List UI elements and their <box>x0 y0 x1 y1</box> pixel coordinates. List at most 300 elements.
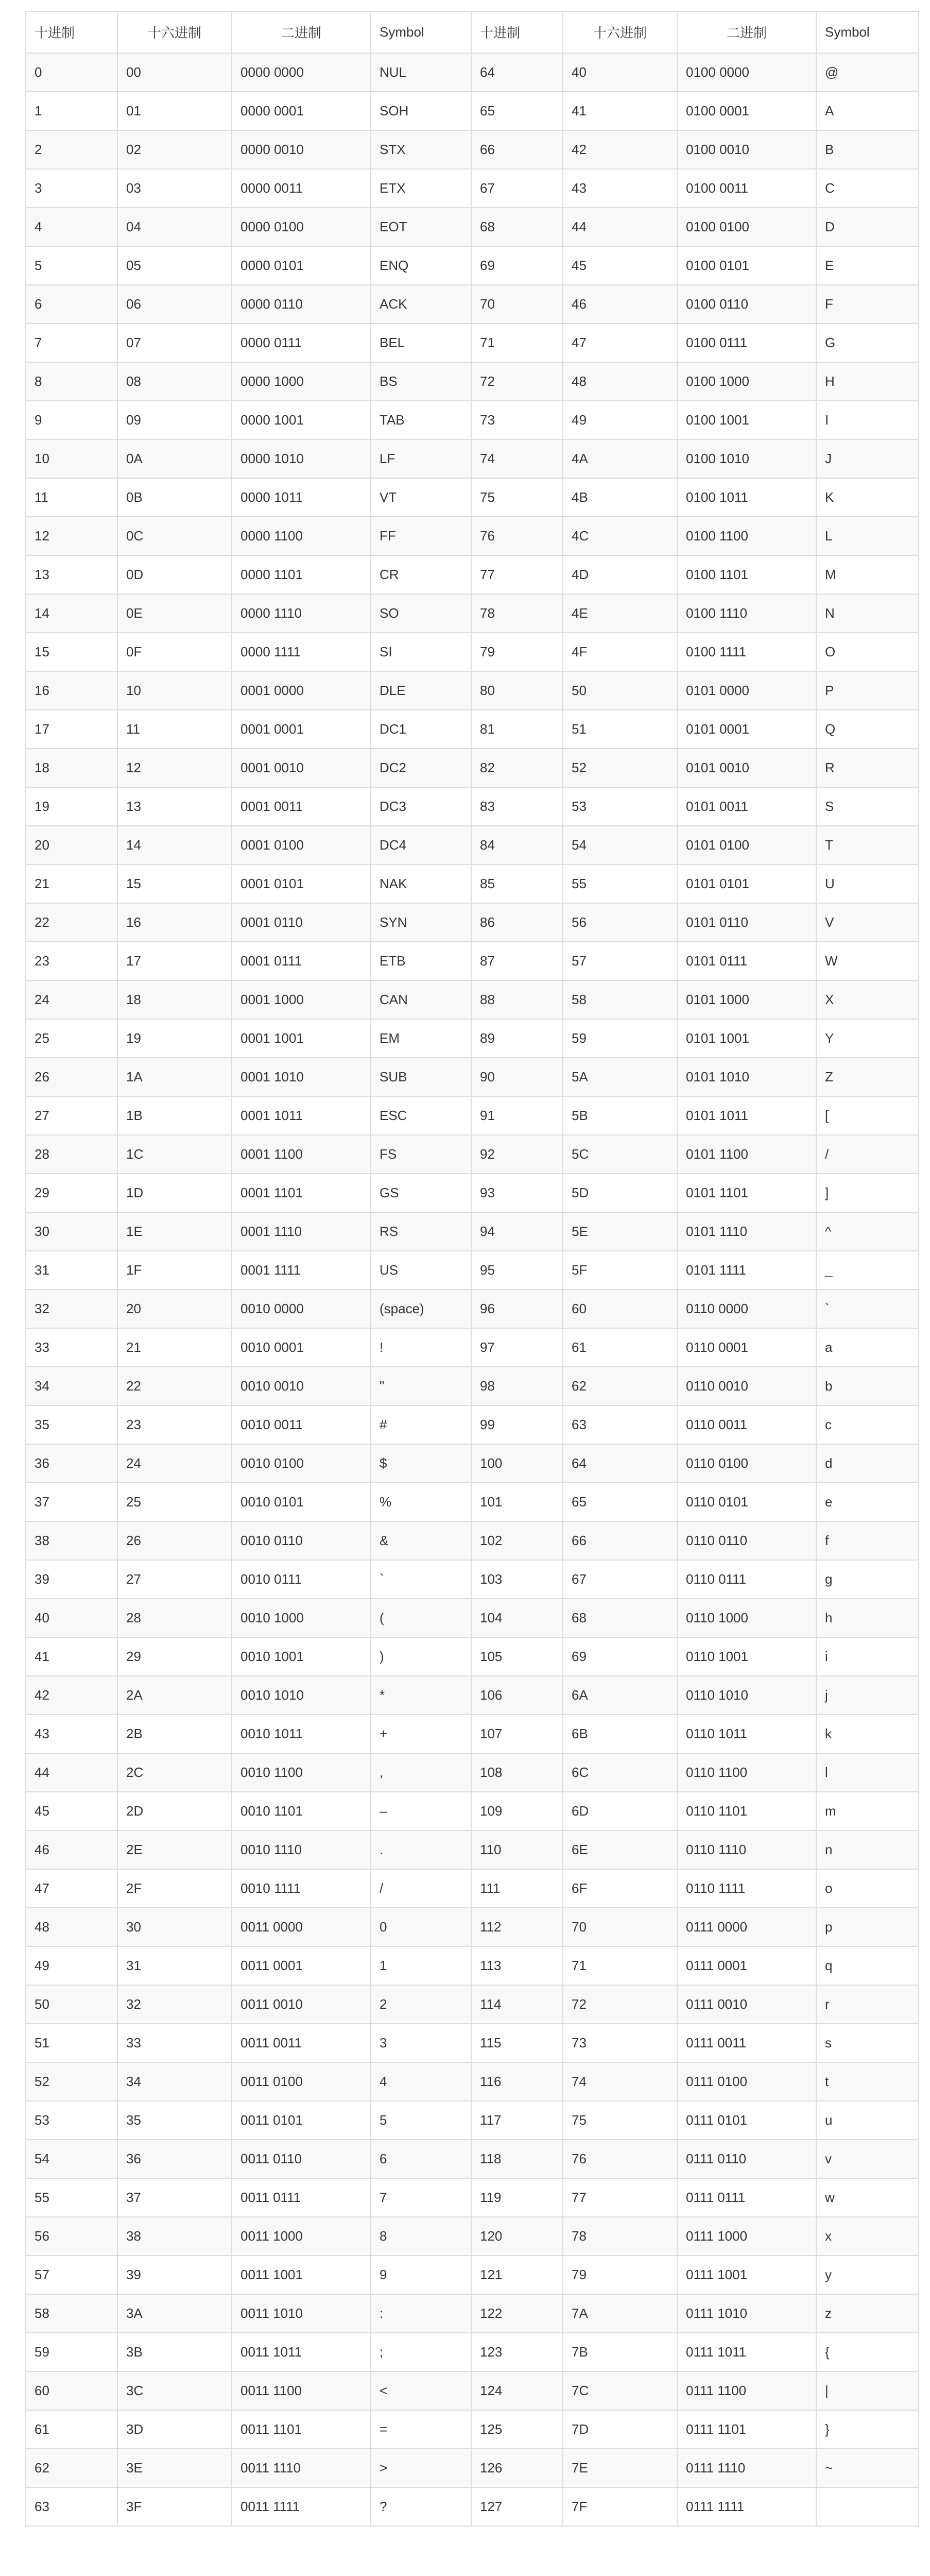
cell-binary-2: 0101 1010 <box>677 1058 816 1096</box>
cell-decimal-2: 92 <box>471 1135 563 1174</box>
cell-binary: 0000 0110 <box>232 285 371 324</box>
cell-hex-2: 6D <box>563 1792 677 1831</box>
cell-hex: 2B <box>117 1715 232 1753</box>
cell-decimal: 38 <box>26 1521 117 1560</box>
table-row <box>26 2024 919 2062</box>
cell-hex-2: 4A <box>563 439 677 478</box>
cell-decimal: 35 <box>26 1405 117 1444</box>
cell-symbol-2: y <box>816 2256 919 2294</box>
cell-hex-2: 4D <box>563 555 677 594</box>
cell-hex-2: 7E <box>563 2449 677 2487</box>
cell-binary: 0001 1011 <box>232 1096 371 1135</box>
cell-symbol: $ <box>371 1444 471 1483</box>
cell-binary: 0000 1110 <box>232 594 371 633</box>
cell-decimal-2: 86 <box>471 903 563 942</box>
cell-symbol-2: m <box>816 1792 919 1831</box>
cell-binary-2: 0111 1101 <box>677 2410 816 2449</box>
cell-symbol-2: R <box>816 749 919 787</box>
cell-decimal: 18 <box>26 749 117 787</box>
header-decimal-2: 十进制 <box>471 11 563 53</box>
cell-decimal-2: 99 <box>471 1405 563 1444</box>
cell-binary: 0000 1000 <box>232 362 371 401</box>
cell-symbol: 2 <box>371 1985 471 2024</box>
cell-decimal-2: 98 <box>471 1367 563 1405</box>
cell-hex-2: 4B <box>563 478 677 517</box>
cell-symbol-2: L <box>816 517 919 555</box>
table-row <box>26 1135 919 1174</box>
cell-binary-2: 0111 1001 <box>677 2256 816 2294</box>
cell-decimal-2: 104 <box>471 1599 563 1637</box>
cell-decimal-2: 77 <box>471 555 563 594</box>
cell-symbol-2: Q <box>816 710 919 749</box>
cell-hex: 3B <box>117 2333 232 2371</box>
cell-binary-2: 0111 1100 <box>677 2371 816 2410</box>
cell-decimal: 42 <box>26 1676 117 1715</box>
cell-decimal: 30 <box>26 1212 117 1251</box>
cell-decimal: 60 <box>26 2371 117 2410</box>
cell-binary-2: 0100 0000 <box>677 53 816 92</box>
cell-binary: 0001 0101 <box>232 865 371 903</box>
cell-hex: 33 <box>117 2024 232 2062</box>
cell-binary: 0000 1011 <box>232 478 371 517</box>
cell-binary-2: 0100 0010 <box>677 130 816 169</box>
cell-decimal: 28 <box>26 1135 117 1174</box>
cell-hex-2: 47 <box>563 324 677 362</box>
cell-hex-2: 52 <box>563 749 677 787</box>
table-row <box>26 130 919 169</box>
cell-decimal-2: 106 <box>471 1676 563 1715</box>
table-row <box>26 1328 919 1367</box>
cell-symbol: FS <box>371 1135 471 1174</box>
cell-binary: 0010 0110 <box>232 1521 371 1560</box>
cell-decimal: 3 <box>26 169 117 208</box>
table-row <box>26 1869 919 1908</box>
cell-binary-2: 0101 0100 <box>677 826 816 865</box>
cell-symbol: ) <box>371 1637 471 1676</box>
table-row <box>26 749 919 787</box>
cell-decimal: 55 <box>26 2178 117 2217</box>
cell-binary: 0010 0111 <box>232 1560 371 1599</box>
cell-binary-2: 0110 0100 <box>677 1444 816 1483</box>
cell-decimal-2: 97 <box>471 1328 563 1367</box>
cell-decimal-2: 121 <box>471 2256 563 2294</box>
cell-hex-2: 74 <box>563 2062 677 2101</box>
cell-hex-2: 54 <box>563 826 677 865</box>
cell-symbol: DC2 <box>371 749 471 787</box>
cell-decimal-2: 108 <box>471 1753 563 1792</box>
cell-hex: 2E <box>117 1831 232 1869</box>
cell-hex-2: 56 <box>563 903 677 942</box>
header-symbol: Symbol <box>371 11 471 53</box>
cell-hex-2: 59 <box>563 1019 677 1058</box>
cell-decimal: 62 <box>26 2449 117 2487</box>
cell-binary: 0011 0111 <box>232 2178 371 2217</box>
cell-symbol: DC4 <box>371 826 471 865</box>
cell-symbol: DC1 <box>371 710 471 749</box>
cell-decimal-2: 119 <box>471 2178 563 2217</box>
cell-binary-2: 0101 1101 <box>677 1174 816 1212</box>
cell-binary: 0000 1111 <box>232 633 371 671</box>
cell-binary: 0001 0110 <box>232 903 371 942</box>
cell-decimal-2: 85 <box>471 865 563 903</box>
cell-hex: 2C <box>117 1753 232 1792</box>
cell-decimal: 49 <box>26 1946 117 1985</box>
cell-decimal-2: 74 <box>471 439 563 478</box>
cell-decimal: 16 <box>26 671 117 710</box>
header-binary-2: 二进制 <box>677 11 816 53</box>
cell-binary-2: 0100 1011 <box>677 478 816 517</box>
cell-symbol: NUL <box>371 53 471 92</box>
cell-decimal: 23 <box>26 942 117 980</box>
table-row <box>26 1096 919 1135</box>
cell-binary-2: 0111 1111 <box>677 2487 816 2526</box>
cell-decimal: 31 <box>26 1251 117 1290</box>
cell-symbol-2: G <box>816 324 919 362</box>
cell-decimal: 20 <box>26 826 117 865</box>
cell-binary-2: 0111 0111 <box>677 2178 816 2217</box>
cell-hex-2: 45 <box>563 246 677 285</box>
cell-symbol-2: j <box>816 1676 919 1715</box>
cell-symbol: DLE <box>371 671 471 710</box>
cell-symbol: TAB <box>371 401 471 439</box>
table-row <box>26 903 919 942</box>
cell-hex: 30 <box>117 1908 232 1946</box>
cell-hex-2: 69 <box>563 1637 677 1676</box>
table-row <box>26 671 919 710</box>
cell-symbol-2: c <box>816 1405 919 1444</box>
cell-symbol-2: d <box>816 1444 919 1483</box>
cell-decimal-2: 82 <box>471 749 563 787</box>
cell-decimal: 50 <box>26 1985 117 2024</box>
table-row <box>26 2217 919 2256</box>
cell-symbol-2: w <box>816 2178 919 2217</box>
table-row <box>26 1174 919 1212</box>
cell-decimal-2: 66 <box>471 130 563 169</box>
cell-decimal: 25 <box>26 1019 117 1058</box>
cell-hex-2: 49 <box>563 401 677 439</box>
cell-decimal-2: 71 <box>471 324 563 362</box>
cell-decimal-2: 81 <box>471 710 563 749</box>
cell-symbol-2: n <box>816 1831 919 1869</box>
cell-hex: 0E <box>117 594 232 633</box>
cell-hex-2: 65 <box>563 1483 677 1521</box>
cell-hex-2: 76 <box>563 2140 677 2178</box>
cell-symbol: ` <box>371 1560 471 1599</box>
cell-binary-2: 0100 1001 <box>677 401 816 439</box>
cell-symbol-2: V <box>816 903 919 942</box>
cell-decimal: 37 <box>26 1483 117 1521</box>
cell-symbol: CAN <box>371 980 471 1019</box>
cell-symbol-2: e <box>816 1483 919 1521</box>
cell-decimal: 9 <box>26 401 117 439</box>
cell-hex: 25 <box>117 1483 232 1521</box>
table-row <box>26 2294 919 2333</box>
cell-hex: 05 <box>117 246 232 285</box>
header-decimal: 十进制 <box>26 11 117 53</box>
cell-hex: 22 <box>117 1367 232 1405</box>
table-row <box>26 2062 919 2101</box>
cell-symbol: BS <box>371 362 471 401</box>
cell-binary: 0010 0010 <box>232 1367 371 1405</box>
cell-symbol-2: H <box>816 362 919 401</box>
cell-hex: 38 <box>117 2217 232 2256</box>
cell-binary-2: 0110 1111 <box>677 1869 816 1908</box>
cell-decimal-2: 91 <box>471 1096 563 1135</box>
header-hex: 十六进制 <box>117 11 232 53</box>
cell-binary: 0011 1001 <box>232 2256 371 2294</box>
cell-decimal: 0 <box>26 53 117 92</box>
cell-decimal: 33 <box>26 1328 117 1367</box>
cell-symbol: ; <box>371 2333 471 2371</box>
table-row <box>26 2410 919 2449</box>
cell-binary: 0001 0001 <box>232 710 371 749</box>
table-row <box>26 1946 919 1985</box>
cell-hex-2: 60 <box>563 1290 677 1328</box>
cell-hex-2: 70 <box>563 1908 677 1946</box>
cell-symbol-2: P <box>816 671 919 710</box>
cell-decimal: 24 <box>26 980 117 1019</box>
cell-symbol: 5 <box>371 2101 471 2140</box>
cell-symbol: STX <box>371 130 471 169</box>
cell-symbol-2: B <box>816 130 919 169</box>
cell-decimal: 7 <box>26 324 117 362</box>
cell-hex-2: 72 <box>563 1985 677 2024</box>
cell-symbol-2: O <box>816 633 919 671</box>
cell-decimal: 53 <box>26 2101 117 2140</box>
cell-decimal: 36 <box>26 1444 117 1483</box>
cell-hex-2: 44 <box>563 208 677 246</box>
cell-decimal: 59 <box>26 2333 117 2371</box>
cell-binary: 0001 0111 <box>232 942 371 980</box>
table-row <box>26 517 919 555</box>
table-row <box>26 208 919 246</box>
cell-binary: 0001 1010 <box>232 1058 371 1096</box>
cell-hex-2: 6A <box>563 1676 677 1715</box>
cell-hex-2: 4E <box>563 594 677 633</box>
cell-decimal-2: 102 <box>471 1521 563 1560</box>
table-row <box>26 594 919 633</box>
table-row <box>26 1599 919 1637</box>
cell-hex: 39 <box>117 2256 232 2294</box>
cell-hex: 0D <box>117 555 232 594</box>
table-row <box>26 1560 919 1599</box>
cell-decimal: 63 <box>26 2487 117 2526</box>
cell-decimal-2: 73 <box>471 401 563 439</box>
table-row <box>26 1444 919 1483</box>
cell-symbol: EOT <box>371 208 471 246</box>
cell-hex: 09 <box>117 401 232 439</box>
cell-symbol-2: X <box>816 980 919 1019</box>
cell-hex: 35 <box>117 2101 232 2140</box>
cell-binary-2: 0100 1100 <box>677 517 816 555</box>
cell-binary-2: 0111 0011 <box>677 2024 816 2062</box>
cell-hex: 12 <box>117 749 232 787</box>
cell-decimal: 17 <box>26 710 117 749</box>
cell-symbol-2: k <box>816 1715 919 1753</box>
cell-binary-2: 0100 0011 <box>677 169 816 208</box>
cell-binary: 0000 0100 <box>232 208 371 246</box>
cell-symbol-2: W <box>816 942 919 980</box>
cell-binary: 0011 1110 <box>232 2449 371 2487</box>
cell-hex-2: 5F <box>563 1251 677 1290</box>
header-hex-2: 十六进制 <box>563 11 677 53</box>
table-row <box>26 53 919 92</box>
table-row <box>26 2333 919 2371</box>
cell-binary: 0001 0100 <box>232 826 371 865</box>
cell-hex: 17 <box>117 942 232 980</box>
cell-binary-2: 0101 1000 <box>677 980 816 1019</box>
cell-symbol-2: ] <box>816 1174 919 1212</box>
table-row <box>26 478 919 517</box>
cell-decimal: 19 <box>26 787 117 826</box>
cell-decimal-2: 115 <box>471 2024 563 2062</box>
cell-decimal-2: 114 <box>471 1985 563 2024</box>
cell-hex: 1D <box>117 1174 232 1212</box>
cell-symbol: " <box>371 1367 471 1405</box>
cell-hex-2: 75 <box>563 2101 677 2140</box>
cell-hex-2: 58 <box>563 980 677 1019</box>
cell-hex: 21 <box>117 1328 232 1367</box>
cell-symbol: NAK <box>371 865 471 903</box>
cell-binary-2: 0110 1001 <box>677 1637 816 1676</box>
cell-symbol: (space) <box>371 1290 471 1328</box>
cell-hex-2: 6F <box>563 1869 677 1908</box>
cell-binary-2: 0101 1110 <box>677 1212 816 1251</box>
cell-decimal: 8 <box>26 362 117 401</box>
cell-decimal-2: 123 <box>471 2333 563 2371</box>
cell-decimal: 14 <box>26 594 117 633</box>
cell-binary-2: 0110 0110 <box>677 1521 816 1560</box>
cell-hex: 11 <box>117 710 232 749</box>
cell-symbol-2: z <box>816 2294 919 2333</box>
cell-decimal-2: 122 <box>471 2294 563 2333</box>
cell-hex-2: 41 <box>563 92 677 130</box>
cell-binary-2: 0101 1111 <box>677 1251 816 1290</box>
cell-binary: 0000 1100 <box>232 517 371 555</box>
cell-decimal: 54 <box>26 2140 117 2178</box>
cell-decimal: 51 <box>26 2024 117 2062</box>
table-row <box>26 285 919 324</box>
cell-decimal-2: 78 <box>471 594 563 633</box>
cell-binary-2: 0101 1011 <box>677 1096 816 1135</box>
cell-symbol: , <box>371 1753 471 1792</box>
cell-hex-2: 78 <box>563 2217 677 2256</box>
cell-hex: 14 <box>117 826 232 865</box>
table-row <box>26 1251 919 1290</box>
cell-binary-2: 0101 0111 <box>677 942 816 980</box>
cell-hex-2: 77 <box>563 2178 677 2217</box>
table-row <box>26 362 919 401</box>
cell-hex-2: 66 <box>563 1521 677 1560</box>
cell-hex: 00 <box>117 53 232 92</box>
cell-hex-2: 6B <box>563 1715 677 1753</box>
table-body <box>26 53 919 2526</box>
cell-symbol-2: N <box>816 594 919 633</box>
cell-symbol-2: o <box>816 1869 919 1908</box>
cell-symbol-2: ~ <box>816 2449 919 2487</box>
cell-decimal-2: 94 <box>471 1212 563 1251</box>
cell-decimal: 5 <box>26 246 117 285</box>
cell-hex: 01 <box>117 92 232 130</box>
table-row <box>26 787 919 826</box>
cell-binary: 0000 0111 <box>232 324 371 362</box>
cell-binary-2: 0100 0111 <box>677 324 816 362</box>
cell-binary-2: 0101 1100 <box>677 1135 816 1174</box>
cell-binary: 0011 0001 <box>232 1946 371 1985</box>
cell-symbol: 4 <box>371 2062 471 2101</box>
cell-decimal-2: 90 <box>471 1058 563 1096</box>
cell-decimal-2: 127 <box>471 2487 563 2526</box>
cell-hex: 0B <box>117 478 232 517</box>
header-binary: 二进制 <box>232 11 371 53</box>
cell-hex-2: 4C <box>563 517 677 555</box>
cell-symbol-2: u <box>816 2101 919 2140</box>
cell-binary-2: 0111 0001 <box>677 1946 816 1985</box>
cell-symbol-2: K <box>816 478 919 517</box>
cell-binary: 0011 1011 <box>232 2333 371 2371</box>
cell-hex-2: 5E <box>563 1212 677 1251</box>
cell-binary-2: 0100 0001 <box>677 92 816 130</box>
cell-hex-2: 43 <box>563 169 677 208</box>
cell-symbol-2: @ <box>816 53 919 92</box>
cell-decimal: 57 <box>26 2256 117 2294</box>
cell-symbol: = <box>371 2410 471 2449</box>
cell-binary-2: 0100 1000 <box>677 362 816 401</box>
cell-hex: 3E <box>117 2449 232 2487</box>
table-row <box>26 826 919 865</box>
cell-decimal: 1 <box>26 92 117 130</box>
cell-symbol: SUB <box>371 1058 471 1096</box>
cell-binary-2: 0110 0001 <box>677 1328 816 1367</box>
table-row <box>26 439 919 478</box>
cell-decimal-2: 93 <box>471 1174 563 1212</box>
cell-hex: 2A <box>117 1676 232 1715</box>
cell-binary-2: 0110 1011 <box>677 1715 816 1753</box>
cell-binary-2: 0111 1000 <box>677 2217 816 2256</box>
table-row <box>26 1367 919 1405</box>
cell-binary-2: 0111 0010 <box>677 1985 816 2024</box>
cell-decimal-2: 88 <box>471 980 563 1019</box>
cell-symbol: SYN <box>371 903 471 942</box>
cell-binary-2: 0100 0110 <box>677 285 816 324</box>
cell-symbol-2: ^ <box>816 1212 919 1251</box>
cell-binary-2: 0110 0010 <box>677 1367 816 1405</box>
cell-symbol: FF <box>371 517 471 555</box>
cell-hex-2: 79 <box>563 2256 677 2294</box>
table-header-row <box>26 11 919 53</box>
cell-hex-2: 53 <box>563 787 677 826</box>
cell-binary: 0000 1010 <box>232 439 371 478</box>
cell-symbol-2: t <box>816 2062 919 2101</box>
cell-symbol: 9 <box>371 2256 471 2294</box>
cell-decimal: 2 <box>26 130 117 169</box>
cell-symbol: SI <box>371 633 471 671</box>
cell-binary: 0010 1101 <box>232 1792 371 1831</box>
cell-symbol: > <box>371 2449 471 2487</box>
cell-decimal-2: 69 <box>471 246 563 285</box>
cell-binary-2: 0111 0000 <box>677 1908 816 1946</box>
cell-symbol: + <box>371 1715 471 1753</box>
cell-binary: 0011 1000 <box>232 2217 371 2256</box>
cell-binary-2: 0110 1010 <box>677 1676 816 1715</box>
cell-symbol: & <box>371 1521 471 1560</box>
cell-binary-2: 0110 0000 <box>677 1290 816 1328</box>
cell-binary-2: 0101 0010 <box>677 749 816 787</box>
cell-symbol-2: T <box>816 826 919 865</box>
cell-binary-2: 0101 1001 <box>677 1019 816 1058</box>
cell-hex: 24 <box>117 1444 232 1483</box>
cell-decimal: 61 <box>26 2410 117 2449</box>
